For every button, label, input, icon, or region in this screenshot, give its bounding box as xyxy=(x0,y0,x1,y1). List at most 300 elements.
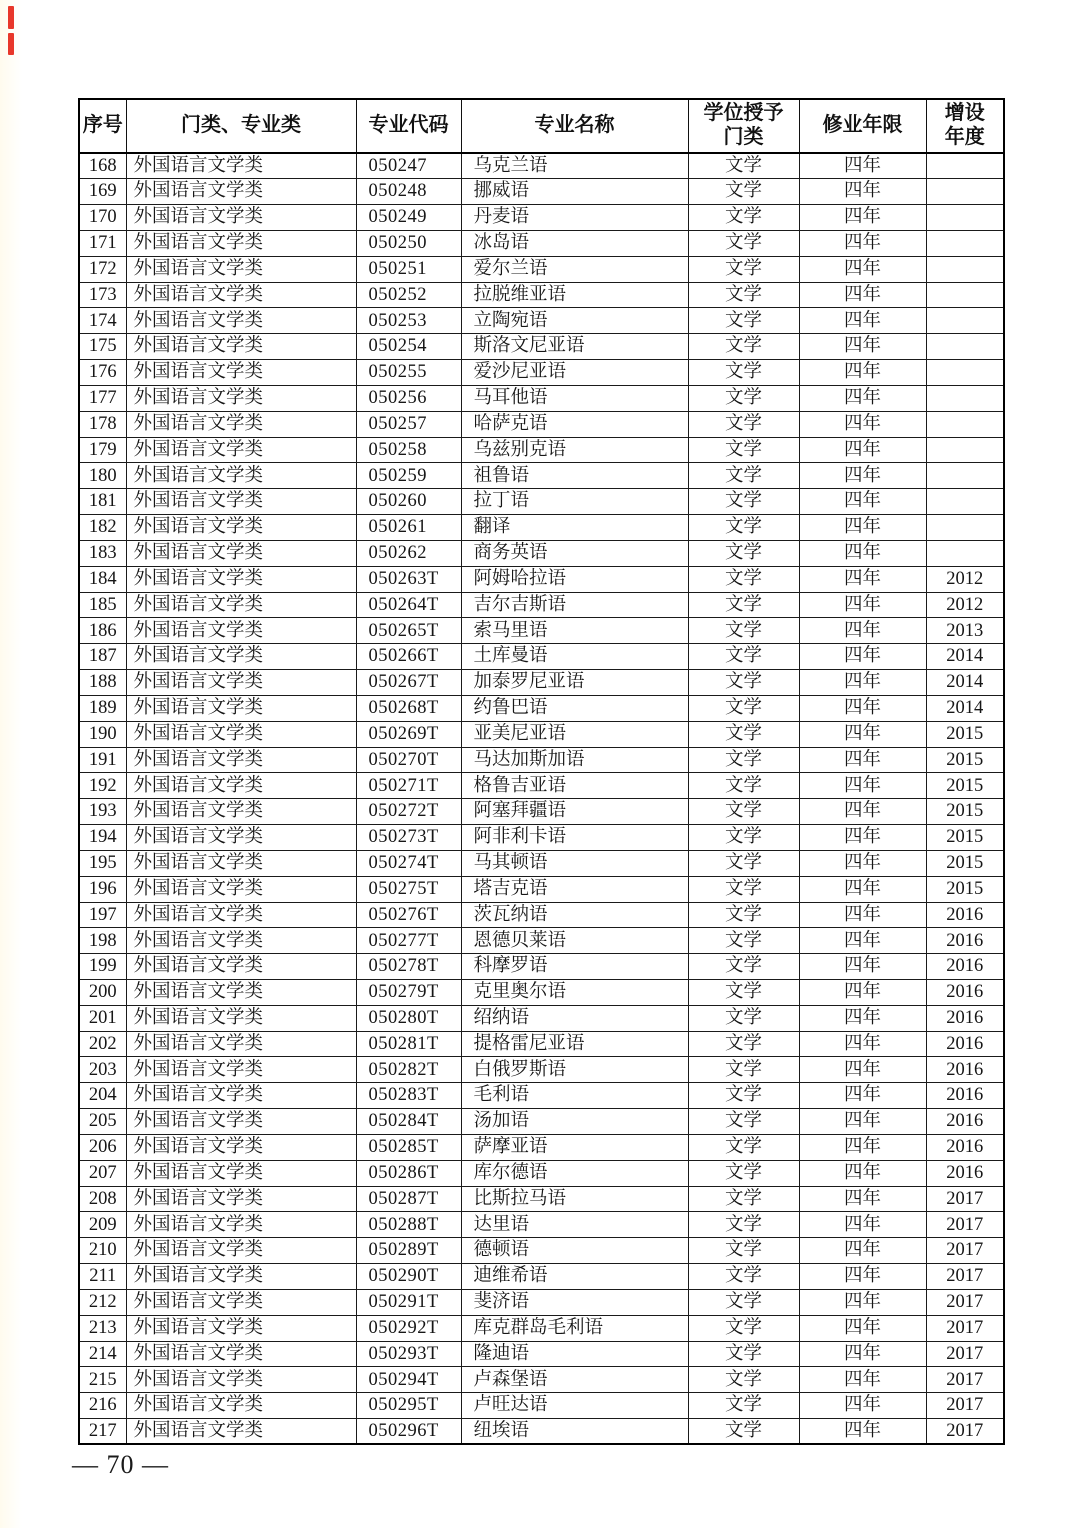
cell-name: 卢森堡语 xyxy=(461,1367,688,1393)
cell-serial: 199 xyxy=(79,954,126,980)
cell-category: 外国语言文学类 xyxy=(126,1264,356,1290)
page-edge-shading xyxy=(0,0,26,1528)
table-row xyxy=(79,980,1004,1006)
cell-code: 050284T xyxy=(356,1109,461,1135)
cell-name: 加泰罗尼亚语 xyxy=(461,670,688,696)
cell-duration: 四年 xyxy=(799,334,926,360)
cell-name: 冰岛语 xyxy=(461,230,688,256)
cell-serial: 189 xyxy=(79,695,126,721)
cell-code: 050289T xyxy=(356,1238,461,1264)
cell-name: 乌克兰语 xyxy=(461,153,688,179)
cell-year: 2017 xyxy=(926,1367,1004,1393)
cell-code: 050282T xyxy=(356,1057,461,1083)
cell-code: 050267T xyxy=(356,670,461,696)
cell-code: 050257 xyxy=(356,411,461,437)
cell-serial: 191 xyxy=(79,747,126,773)
cell-category: 外国语言文学类 xyxy=(126,1238,356,1264)
cell-year xyxy=(926,360,1004,386)
cell-code: 050272T xyxy=(356,799,461,825)
table-row xyxy=(79,695,1004,721)
cell-name: 阿姆哈拉语 xyxy=(461,566,688,592)
column-header-duration: 修业年限 xyxy=(799,99,926,153)
cell-degree: 文学 xyxy=(688,876,799,902)
cell-category: 外国语言文学类 xyxy=(126,1134,356,1160)
cell-serial: 181 xyxy=(79,489,126,515)
cell-degree: 文学 xyxy=(688,1419,799,1445)
cell-name: 约鲁巴语 xyxy=(461,695,688,721)
cell-category: 外国语言文学类 xyxy=(126,1289,356,1315)
table-row xyxy=(79,1264,1004,1290)
cell-serial: 217 xyxy=(79,1419,126,1445)
cell-name: 爱沙尼亚语 xyxy=(461,360,688,386)
cell-year: 2014 xyxy=(926,695,1004,721)
column-header-year: 增设 年度 xyxy=(926,99,1004,153)
cell-name: 科摩罗语 xyxy=(461,954,688,980)
cell-serial: 169 xyxy=(79,179,126,205)
table-row xyxy=(79,1289,1004,1315)
cell-code: 050250 xyxy=(356,230,461,256)
cell-serial: 203 xyxy=(79,1057,126,1083)
cell-code: 050251 xyxy=(356,256,461,282)
cell-serial: 194 xyxy=(79,825,126,851)
cell-category: 外国语言文学类 xyxy=(126,876,356,902)
table-row xyxy=(79,360,1004,386)
cell-name: 提格雷尼亚语 xyxy=(461,1031,688,1057)
table-body xyxy=(79,153,1004,1444)
cell-year: 2015 xyxy=(926,799,1004,825)
cell-name: 爱尔兰语 xyxy=(461,256,688,282)
cell-year xyxy=(926,230,1004,256)
table-row xyxy=(79,282,1004,308)
cell-degree: 文学 xyxy=(688,825,799,851)
cell-serial: 204 xyxy=(79,1083,126,1109)
cell-duration: 四年 xyxy=(799,1341,926,1367)
table-row xyxy=(79,1419,1004,1445)
cell-duration: 四年 xyxy=(799,1057,926,1083)
cell-duration: 四年 xyxy=(799,1264,926,1290)
cell-name: 比斯拉马语 xyxy=(461,1186,688,1212)
cell-duration: 四年 xyxy=(799,670,926,696)
cell-degree: 文学 xyxy=(688,282,799,308)
cell-serial: 168 xyxy=(79,153,126,179)
cell-duration: 四年 xyxy=(799,282,926,308)
cell-name: 马耳他语 xyxy=(461,385,688,411)
cell-name: 隆迪语 xyxy=(461,1341,688,1367)
cell-duration: 四年 xyxy=(799,980,926,1006)
cell-category: 外国语言文学类 xyxy=(126,1393,356,1419)
cell-name: 达里语 xyxy=(461,1212,688,1238)
cell-duration: 四年 xyxy=(799,230,926,256)
cell-serial: 180 xyxy=(79,463,126,489)
cell-degree: 文学 xyxy=(688,411,799,437)
cell-duration: 四年 xyxy=(799,618,926,644)
cell-name: 塔吉克语 xyxy=(461,876,688,902)
cell-degree: 文学 xyxy=(688,1212,799,1238)
table-row xyxy=(79,850,1004,876)
cell-category: 外国语言文学类 xyxy=(126,515,356,541)
cell-degree: 文学 xyxy=(688,1031,799,1057)
cell-category: 外国语言文学类 xyxy=(126,1083,356,1109)
cell-name: 拉丁语 xyxy=(461,489,688,515)
cell-degree: 文学 xyxy=(688,515,799,541)
page-number: — 70 — xyxy=(72,1450,169,1479)
cell-code: 050260 xyxy=(356,489,461,515)
cell-year: 2014 xyxy=(926,644,1004,670)
cell-degree: 文学 xyxy=(688,1083,799,1109)
table-row xyxy=(79,385,1004,411)
cell-duration: 四年 xyxy=(799,1367,926,1393)
table-row xyxy=(79,205,1004,231)
column-header-serial: 序号 xyxy=(79,99,126,153)
cell-name: 马其顿语 xyxy=(461,850,688,876)
cell-category: 外国语言文学类 xyxy=(126,1160,356,1186)
cell-year: 2017 xyxy=(926,1341,1004,1367)
table-row xyxy=(79,566,1004,592)
cell-serial: 170 xyxy=(79,205,126,231)
cell-duration: 四年 xyxy=(799,1134,926,1160)
cell-code: 050285T xyxy=(356,1134,461,1160)
cell-duration: 四年 xyxy=(799,179,926,205)
cell-duration: 四年 xyxy=(799,1031,926,1057)
cell-degree: 文学 xyxy=(688,334,799,360)
cell-name: 索马里语 xyxy=(461,618,688,644)
cell-category: 外国语言文学类 xyxy=(126,799,356,825)
cell-year xyxy=(926,179,1004,205)
cell-category: 外国语言文学类 xyxy=(126,618,356,644)
cell-code: 050262 xyxy=(356,540,461,566)
cell-serial: 196 xyxy=(79,876,126,902)
cell-code: 050273T xyxy=(356,825,461,851)
cell-serial: 216 xyxy=(79,1393,126,1419)
cell-degree: 文学 xyxy=(688,618,799,644)
cell-category: 外国语言文学类 xyxy=(126,695,356,721)
cell-year xyxy=(926,540,1004,566)
cell-code: 050268T xyxy=(356,695,461,721)
cell-serial: 182 xyxy=(79,515,126,541)
cell-code: 050249 xyxy=(356,205,461,231)
cell-duration: 四年 xyxy=(799,825,926,851)
table-row xyxy=(79,411,1004,437)
table-row xyxy=(79,1393,1004,1419)
cell-duration: 四年 xyxy=(799,308,926,334)
cell-year: 2017 xyxy=(926,1264,1004,1290)
cell-category: 外国语言文学类 xyxy=(126,1315,356,1341)
cell-serial: 205 xyxy=(79,1109,126,1135)
cell-duration: 四年 xyxy=(799,153,926,179)
cell-year xyxy=(926,334,1004,360)
cell-duration: 四年 xyxy=(799,902,926,928)
table-row xyxy=(79,1031,1004,1057)
cell-duration: 四年 xyxy=(799,928,926,954)
cell-serial: 188 xyxy=(79,670,126,696)
cell-name: 毛利语 xyxy=(461,1083,688,1109)
cell-serial: 176 xyxy=(79,360,126,386)
cell-name: 吉尔吉斯语 xyxy=(461,592,688,618)
cell-code: 050275T xyxy=(356,876,461,902)
cell-category: 外国语言文学类 xyxy=(126,411,356,437)
cell-category: 外国语言文学类 xyxy=(126,1419,356,1445)
cell-name: 斐济语 xyxy=(461,1289,688,1315)
cell-name: 库克群岛毛利语 xyxy=(461,1315,688,1341)
cell-year xyxy=(926,256,1004,282)
cell-code: 050254 xyxy=(356,334,461,360)
table-row xyxy=(79,1057,1004,1083)
cell-degree: 文学 xyxy=(688,179,799,205)
cell-name: 汤加语 xyxy=(461,1109,688,1135)
table-row xyxy=(79,928,1004,954)
cell-code: 050269T xyxy=(356,721,461,747)
table-row xyxy=(79,334,1004,360)
cell-category: 外国语言文学类 xyxy=(126,773,356,799)
cell-year: 2017 xyxy=(926,1238,1004,1264)
cell-duration: 四年 xyxy=(799,721,926,747)
cell-degree: 文学 xyxy=(688,799,799,825)
cell-category: 外国语言文学类 xyxy=(126,980,356,1006)
cell-name: 土库曼语 xyxy=(461,644,688,670)
cell-year: 2016 xyxy=(926,902,1004,928)
table-row xyxy=(79,825,1004,851)
cell-year: 2016 xyxy=(926,1057,1004,1083)
cell-name: 卢旺达语 xyxy=(461,1393,688,1419)
cell-degree: 文学 xyxy=(688,1134,799,1160)
cell-serial: 211 xyxy=(79,1264,126,1290)
cell-serial: 198 xyxy=(79,928,126,954)
cell-code: 050286T xyxy=(356,1160,461,1186)
table-row xyxy=(79,773,1004,799)
cell-year xyxy=(926,489,1004,515)
cell-year: 2015 xyxy=(926,721,1004,747)
cell-serial: 208 xyxy=(79,1186,126,1212)
cell-year: 2017 xyxy=(926,1186,1004,1212)
table-row xyxy=(79,1109,1004,1135)
cell-code: 050292T xyxy=(356,1315,461,1341)
red-mark-top xyxy=(8,6,14,29)
cell-serial: 207 xyxy=(79,1160,126,1186)
red-mark-bottom xyxy=(8,33,14,55)
cell-name: 马达加斯加语 xyxy=(461,747,688,773)
table-row xyxy=(79,1083,1004,1109)
cell-category: 外国语言文学类 xyxy=(126,282,356,308)
cell-category: 外国语言文学类 xyxy=(126,256,356,282)
cell-degree: 文学 xyxy=(688,592,799,618)
cell-category: 外国语言文学类 xyxy=(126,644,356,670)
cell-code: 050274T xyxy=(356,850,461,876)
cell-duration: 四年 xyxy=(799,1005,926,1031)
table-row xyxy=(79,721,1004,747)
cell-degree: 文学 xyxy=(688,1238,799,1264)
cell-category: 外国语言文学类 xyxy=(126,902,356,928)
cell-code: 050248 xyxy=(356,179,461,205)
cell-serial: 197 xyxy=(79,902,126,928)
cell-year: 2017 xyxy=(926,1315,1004,1341)
cell-code: 050287T xyxy=(356,1186,461,1212)
header-row xyxy=(79,99,1004,153)
cell-duration: 四年 xyxy=(799,799,926,825)
cell-duration: 四年 xyxy=(799,566,926,592)
cell-name: 翻译 xyxy=(461,515,688,541)
table-row xyxy=(79,1367,1004,1393)
table-row xyxy=(79,437,1004,463)
cell-code: 050294T xyxy=(356,1367,461,1393)
cell-duration: 四年 xyxy=(799,695,926,721)
cell-degree: 文学 xyxy=(688,980,799,1006)
cell-year: 2017 xyxy=(926,1289,1004,1315)
cell-year: 2016 xyxy=(926,1083,1004,1109)
cell-duration: 四年 xyxy=(799,1160,926,1186)
cell-category: 外国语言文学类 xyxy=(126,489,356,515)
cell-category: 外国语言文学类 xyxy=(126,360,356,386)
cell-category: 外国语言文学类 xyxy=(126,825,356,851)
cell-category: 外国语言文学类 xyxy=(126,334,356,360)
cell-duration: 四年 xyxy=(799,1186,926,1212)
cell-code: 050278T xyxy=(356,954,461,980)
cell-serial: 202 xyxy=(79,1031,126,1057)
cell-year: 2015 xyxy=(926,773,1004,799)
cell-degree: 文学 xyxy=(688,902,799,928)
table-row xyxy=(79,463,1004,489)
table-row xyxy=(79,256,1004,282)
table-row xyxy=(79,179,1004,205)
cell-duration: 四年 xyxy=(799,1238,926,1264)
cell-degree: 文学 xyxy=(688,721,799,747)
cell-degree: 文学 xyxy=(688,308,799,334)
cell-serial: 179 xyxy=(79,437,126,463)
cell-year: 2016 xyxy=(926,980,1004,1006)
cell-category: 外国语言文学类 xyxy=(126,230,356,256)
cell-code: 050247 xyxy=(356,153,461,179)
cell-code: 050283T xyxy=(356,1083,461,1109)
cell-serial: 215 xyxy=(79,1367,126,1393)
cell-degree: 文学 xyxy=(688,489,799,515)
cell-serial: 186 xyxy=(79,618,126,644)
cell-code: 050259 xyxy=(356,463,461,489)
cell-code: 050265T xyxy=(356,618,461,644)
cell-serial: 177 xyxy=(79,385,126,411)
cell-year: 2016 xyxy=(926,1005,1004,1031)
cell-code: 050255 xyxy=(356,360,461,386)
cell-serial: 175 xyxy=(79,334,126,360)
cell-year xyxy=(926,205,1004,231)
cell-duration: 四年 xyxy=(799,747,926,773)
cell-degree: 文学 xyxy=(688,954,799,980)
cell-duration: 四年 xyxy=(799,360,926,386)
cell-category: 外国语言文学类 xyxy=(126,179,356,205)
table-row xyxy=(79,1315,1004,1341)
cell-category: 外国语言文学类 xyxy=(126,1367,356,1393)
cell-degree: 文学 xyxy=(688,670,799,696)
column-header-category: 门类、专业类 xyxy=(126,99,356,153)
table-row xyxy=(79,153,1004,179)
cell-duration: 四年 xyxy=(799,1212,926,1238)
cell-code: 050266T xyxy=(356,644,461,670)
cell-degree: 文学 xyxy=(688,360,799,386)
cell-degree: 文学 xyxy=(688,385,799,411)
table-row xyxy=(79,540,1004,566)
cell-serial: 192 xyxy=(79,773,126,799)
cell-name: 茨瓦纳语 xyxy=(461,902,688,928)
table-row xyxy=(79,644,1004,670)
cell-serial: 187 xyxy=(79,644,126,670)
cell-serial: 212 xyxy=(79,1289,126,1315)
cell-year: 2013 xyxy=(926,618,1004,644)
cell-code: 050281T xyxy=(356,1031,461,1057)
table-row xyxy=(79,308,1004,334)
cell-year: 2015 xyxy=(926,850,1004,876)
cell-name: 挪威语 xyxy=(461,179,688,205)
cell-category: 外国语言文学类 xyxy=(126,1186,356,1212)
cell-serial: 209 xyxy=(79,1212,126,1238)
cell-code: 050279T xyxy=(356,980,461,1006)
cell-name: 克里奥尔语 xyxy=(461,980,688,1006)
cell-name: 斯洛文尼亚语 xyxy=(461,334,688,360)
cell-name: 哈萨克语 xyxy=(461,411,688,437)
cell-name: 阿非利卡语 xyxy=(461,825,688,851)
cell-category: 外国语言文学类 xyxy=(126,747,356,773)
cell-serial: 183 xyxy=(79,540,126,566)
cell-degree: 文学 xyxy=(688,644,799,670)
cell-year: 2015 xyxy=(926,876,1004,902)
table-row xyxy=(79,1005,1004,1031)
cell-code: 050252 xyxy=(356,282,461,308)
cell-duration: 四年 xyxy=(799,411,926,437)
cell-category: 外国语言文学类 xyxy=(126,385,356,411)
cell-category: 外国语言文学类 xyxy=(126,1031,356,1057)
cell-name: 亚美尼亚语 xyxy=(461,721,688,747)
cell-name: 祖鲁语 xyxy=(461,463,688,489)
cell-year: 2016 xyxy=(926,1134,1004,1160)
cell-degree: 文学 xyxy=(688,205,799,231)
cell-duration: 四年 xyxy=(799,1109,926,1135)
cell-degree: 文学 xyxy=(688,437,799,463)
cell-code: 050263T xyxy=(356,566,461,592)
cell-degree: 文学 xyxy=(688,695,799,721)
cell-code: 050277T xyxy=(356,928,461,954)
cell-degree: 文学 xyxy=(688,230,799,256)
cell-code: 050253 xyxy=(356,308,461,334)
cell-duration: 四年 xyxy=(799,954,926,980)
table-row xyxy=(79,670,1004,696)
table-row xyxy=(79,1238,1004,1264)
cell-code: 050258 xyxy=(356,437,461,463)
cell-category: 外国语言文学类 xyxy=(126,463,356,489)
cell-category: 外国语言文学类 xyxy=(126,1212,356,1238)
majors-table xyxy=(78,98,1005,1445)
cell-degree: 文学 xyxy=(688,153,799,179)
cell-name: 格鲁吉亚语 xyxy=(461,773,688,799)
table-row xyxy=(79,902,1004,928)
cell-duration: 四年 xyxy=(799,437,926,463)
cell-category: 外国语言文学类 xyxy=(126,1109,356,1135)
cell-degree: 文学 xyxy=(688,747,799,773)
cell-category: 外国语言文学类 xyxy=(126,437,356,463)
cell-duration: 四年 xyxy=(799,256,926,282)
cell-year: 2016 xyxy=(926,954,1004,980)
cell-degree: 文学 xyxy=(688,773,799,799)
table-row xyxy=(79,747,1004,773)
cell-degree: 文学 xyxy=(688,1109,799,1135)
cell-name: 恩德贝莱语 xyxy=(461,928,688,954)
cell-year xyxy=(926,282,1004,308)
cell-year: 2017 xyxy=(926,1419,1004,1445)
cell-code: 050288T xyxy=(356,1212,461,1238)
table-row xyxy=(79,799,1004,825)
cell-name: 商务英语 xyxy=(461,540,688,566)
cell-code: 050291T xyxy=(356,1289,461,1315)
cell-year: 2015 xyxy=(926,825,1004,851)
cell-code: 050271T xyxy=(356,773,461,799)
cell-serial: 193 xyxy=(79,799,126,825)
cell-year: 2017 xyxy=(926,1393,1004,1419)
